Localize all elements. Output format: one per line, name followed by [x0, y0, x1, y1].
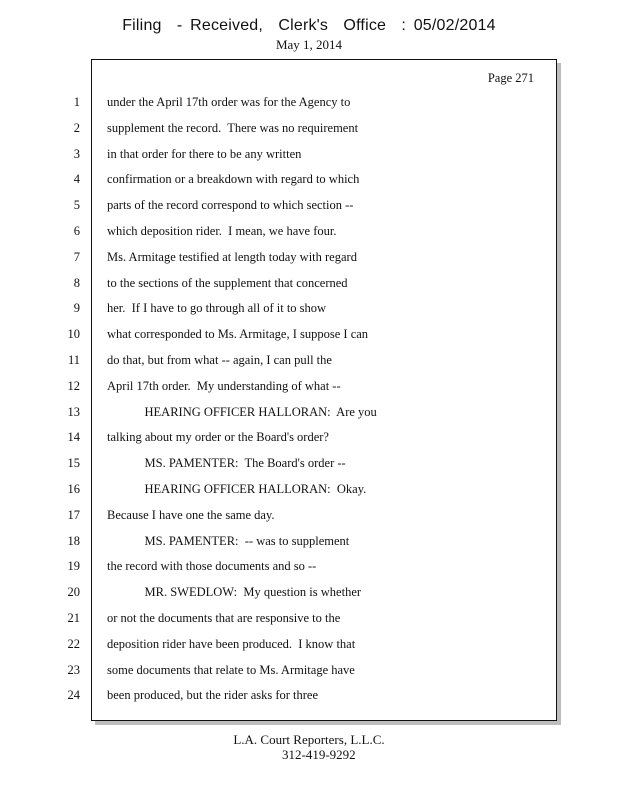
- line-number: 10: [67, 327, 80, 341]
- line-number: 18: [67, 534, 80, 548]
- filing-stamp: Filing - Received, Clerk's Office : 05/02/2014: [122, 17, 496, 34]
- transcript-line: confirmation or a breakdown with regard to which: [107, 172, 360, 186]
- transcript-line: HEARING OFFICER HALLORAN: Are you: [107, 405, 377, 419]
- line-number: 15: [67, 456, 80, 470]
- transcript-line: some documents that relate to Ms. Armitage have: [107, 663, 355, 677]
- transcript-line: Ms. Armitage testified at length today with regard: [107, 250, 357, 264]
- line-number: 13: [67, 405, 80, 419]
- transcript-line: do that, but from what -- again, I can pull the: [107, 353, 332, 367]
- transcript-line: her. If I have to go through all of it to show: [107, 301, 327, 315]
- transcript-line: what corresponded to Ms. Armitage, I suppose I can: [107, 327, 369, 341]
- line-number: 9: [73, 301, 80, 315]
- transcript-line: or not the documents that are responsive to the: [107, 611, 341, 625]
- transcript-line: April 17th order. My understanding of what --: [107, 379, 341, 393]
- line-number: 16: [67, 482, 80, 496]
- transcript-line: talking about my order or the Board's order?: [107, 430, 329, 444]
- line-number: 7: [73, 250, 80, 264]
- line-number: 23: [67, 663, 80, 677]
- line-number: 22: [67, 637, 80, 651]
- transcript-line: in that order for there to be any written: [107, 147, 302, 161]
- footer-company: L.A. Court Reporters, L.L.C.: [233, 732, 385, 747]
- line-number: 5: [73, 198, 80, 212]
- transcript-line: HEARING OFFICER HALLORAN: Okay.: [107, 482, 367, 496]
- line-number: 14: [67, 430, 80, 444]
- transcript-line: MS. PAMENTER: -- was to supplement: [107, 534, 350, 548]
- footer-phone: 312-419-9292: [282, 747, 356, 762]
- line-number: 1: [73, 95, 80, 109]
- line-number: 3: [73, 147, 80, 161]
- transcript-line: MR. SWEDLOW: My question is whether: [107, 585, 362, 599]
- line-number: 4: [73, 172, 80, 186]
- page-number: Page 271: [487, 71, 534, 85]
- transcript-line: Because I have one the same day.: [107, 508, 275, 522]
- transcript-line: under the April 17th order was for the Agency to: [107, 95, 351, 109]
- line-number: 2: [73, 121, 80, 135]
- line-number: 8: [73, 276, 80, 290]
- transcript-line: the record with those documents and so --: [107, 559, 317, 573]
- transcript-line: deposition rider have been produced. I know that: [107, 637, 356, 651]
- transcript-date: May 1, 2014: [275, 37, 343, 52]
- line-number: 17: [67, 508, 80, 522]
- line-number: 11: [67, 353, 80, 367]
- transcript-line: been produced, but the rider asks for three: [107, 688, 319, 702]
- line-number: 12: [67, 379, 80, 393]
- line-number: 19: [67, 559, 80, 573]
- line-number: 21: [67, 611, 80, 625]
- transcript-line: supplement the record. There was no requirement: [107, 121, 359, 135]
- transcript-line: MS. PAMENTER: The Board's order --: [107, 456, 346, 470]
- transcript-line: which deposition rider. I mean, we have four.: [107, 224, 337, 238]
- transcript-line: to the sections of the supplement that concerned: [107, 276, 348, 290]
- transcript-line: parts of the record correspond to which section --: [107, 198, 354, 212]
- line-number: 20: [67, 585, 80, 599]
- line-number: 24: [67, 688, 80, 702]
- line-number: 6: [73, 224, 80, 238]
